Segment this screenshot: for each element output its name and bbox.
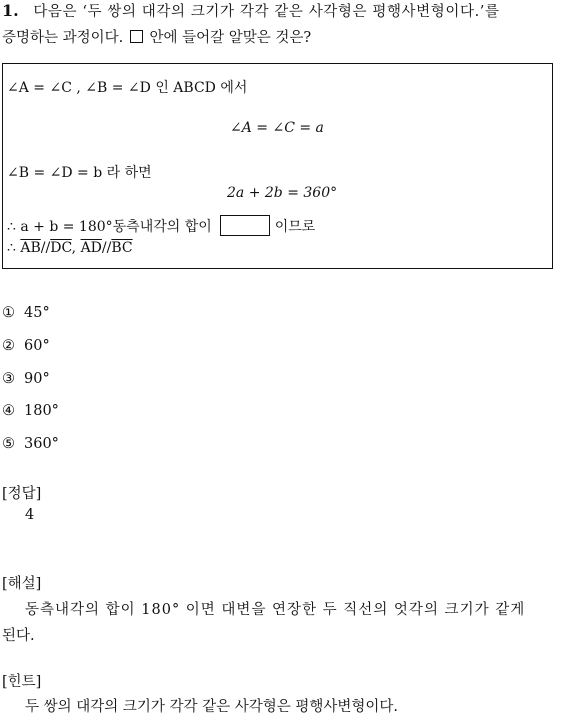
option-1-text: 45°: [24, 305, 50, 321]
option-4-text: 180°: [24, 403, 59, 419]
proof-line6: [7, 240, 133, 256]
option-2-mark: ②: [2, 338, 15, 354]
explanation-line2: 된다.: [2, 628, 35, 644]
option-5-mark: ⑤: [2, 436, 15, 452]
option-3-text: 90°: [24, 371, 50, 387]
answer-value: 4: [25, 507, 35, 523]
hint-label: [힌트]: [2, 674, 42, 690]
question-line1: [2, 0, 500, 21]
segment-bc: $\overline{BC}$: [111, 240, 133, 256]
option-1[interactable]: [2, 305, 50, 321]
proof-line1: ∠A = ∠C , ∠B = ∠D 인 ABCD 에서: [7, 80, 248, 96]
segment-ad: $\overline{AD}$: [80, 240, 102, 256]
question-line2: [2, 26, 311, 47]
question-number: 1.: [2, 1, 19, 20]
parallel-symbol-1: //: [40, 240, 51, 256]
option-5[interactable]: [2, 436, 59, 452]
answer-blank-box: [220, 215, 270, 236]
therefore-symbol: ∴: [7, 240, 16, 256]
option-2-text: 60°: [24, 338, 50, 354]
proof-box: [2, 63, 553, 269]
proof-line5-text: ∴ a + b = 180°동측내각의 합이: [7, 219, 212, 235]
proof-line5-tail: 이므로: [274, 219, 316, 235]
option-4[interactable]: [2, 403, 59, 419]
question-text-line2b: 안에 들어갈 알맞은 것은?: [149, 30, 312, 46]
segment-ab: $\overline{AB}$: [20, 240, 41, 256]
segment-dc: $\overline{DC}$: [50, 240, 72, 256]
question-text-line1: 다음은 ‘두 쌍의 대각의 크기가 각각 같은 사각형은 평행사변형이다.’를: [33, 4, 500, 20]
proof-line5: [7, 215, 315, 236]
option-1-mark: ①: [2, 305, 15, 321]
proof-line2: ∠A = ∠C = a: [230, 120, 324, 136]
blank-square-icon: [130, 30, 143, 43]
parallel-symbol-2: //: [101, 240, 112, 256]
hint-text: 두 쌍의 대각의 크기가 각각 같은 사각형은 평행사변형이다.: [25, 699, 399, 715]
explanation-label: [해설]: [2, 576, 42, 592]
question-text-line2a: 증명하는 과정이다.: [2, 30, 124, 46]
option-2[interactable]: [2, 338, 50, 354]
option-3-mark: ③: [2, 371, 15, 387]
proof-line3: ∠B = ∠D = b 라 하면: [7, 165, 152, 181]
proof-line4: 2a + 2b = 360°: [227, 185, 338, 201]
explanation-line1: 동측내각의 합이 180° 이면 대변을 연장한 두 직선의 엇각의 크기가 같게: [25, 602, 526, 618]
option-4-mark: ④: [2, 403, 15, 419]
answer-label: [정답]: [2, 486, 42, 502]
comma: ,: [71, 240, 77, 256]
option-3[interactable]: [2, 371, 50, 387]
option-5-text: 360°: [24, 436, 59, 452]
